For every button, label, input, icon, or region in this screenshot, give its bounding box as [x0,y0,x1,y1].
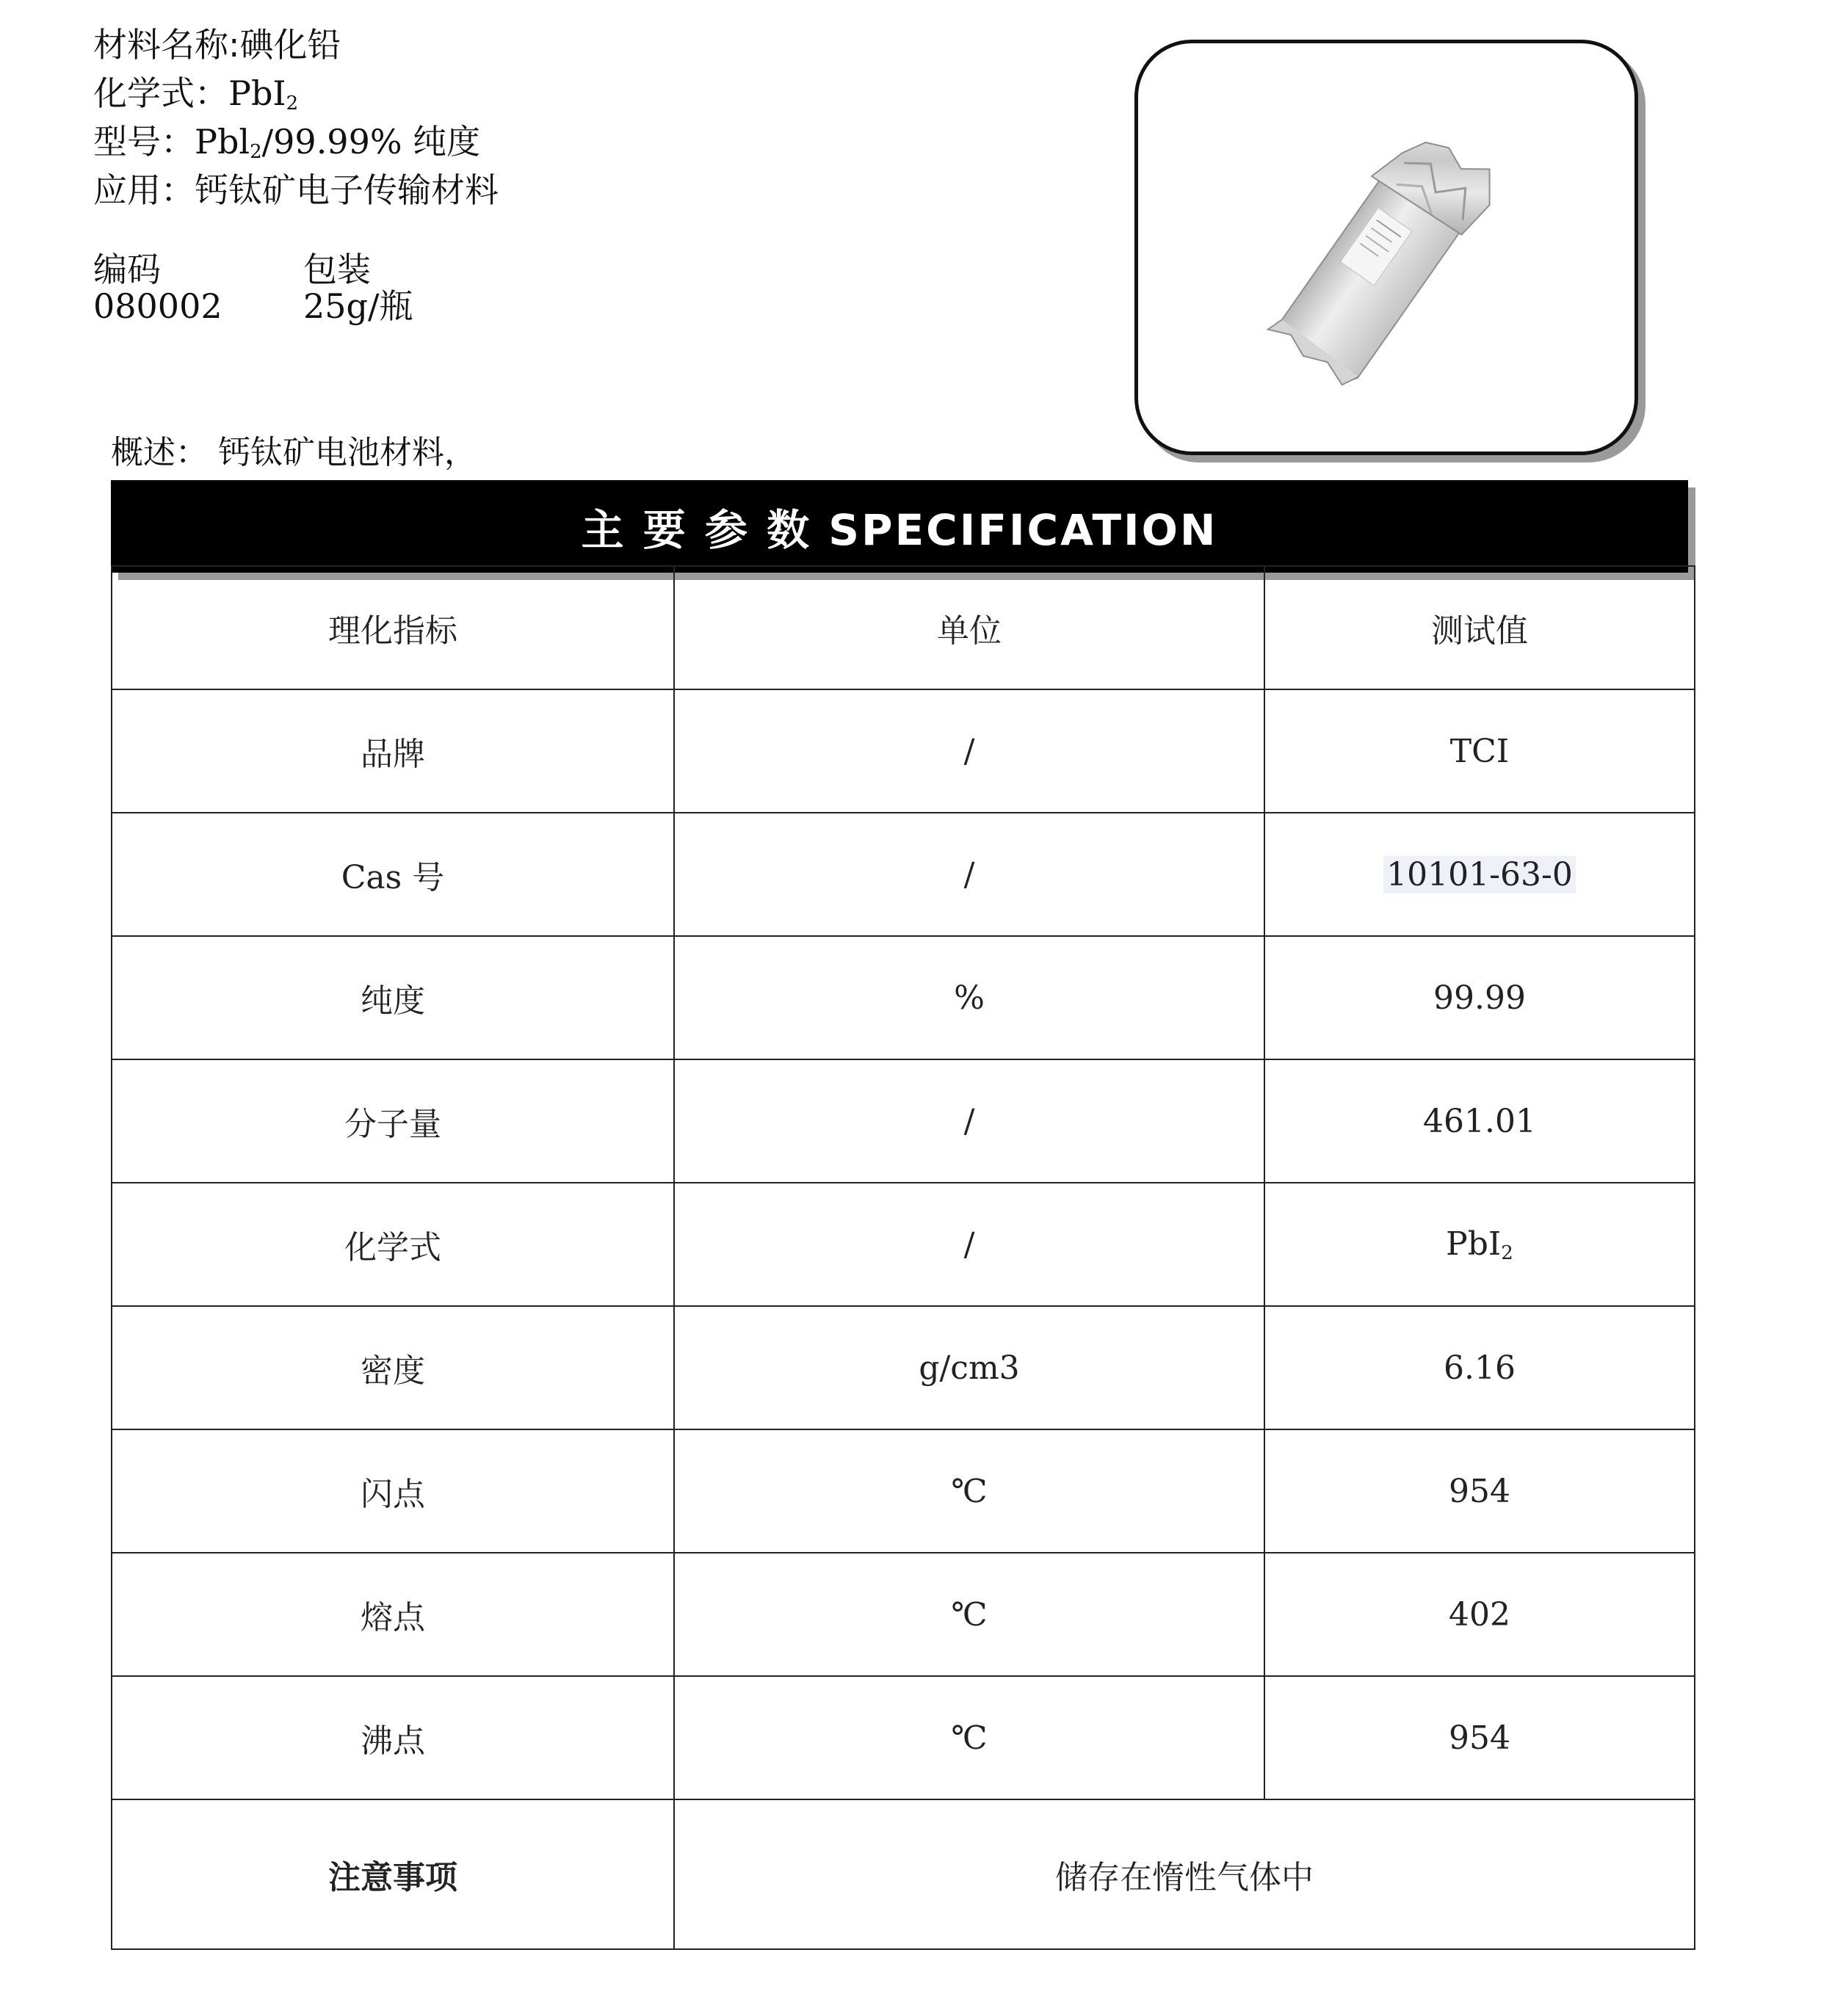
row-name: 纯度 [112,936,674,1059]
row-name: 熔点 [112,1553,674,1676]
table-row [112,813,1695,936]
row-unit: / [674,813,1264,936]
table-row [112,1183,1695,1306]
model-base: Pbl [195,122,250,162]
foil-pouch-image [1138,43,1634,452]
row-name: Cas 号 [112,813,674,936]
overview-line: 概述： 钙钛矿电池材料， [111,434,477,471]
model-rest: /99.99% 纯度 [261,122,481,162]
row-unit: / [674,689,1264,813]
table-row [112,1676,1695,1799]
package-label: 包装 [303,250,371,289]
code-value: 080002 [93,286,222,326]
row-value: 461.01 [1264,1059,1695,1183]
package-value: 25g/瓶 [303,286,413,326]
row-name: 闪点 [112,1429,674,1553]
spec-title: 主 要 参 数 SPECIFICATION [581,505,1218,555]
row-name: 分子量 [112,1059,674,1183]
model-subscript: 2 [250,141,262,163]
table-row [112,1306,1695,1429]
row-value: 402 [1264,1553,1695,1676]
row-unit: % [674,936,1264,1059]
row-unit: ℃ [674,1429,1264,1553]
row-value-cell [1264,813,1695,936]
material-name: 材料名称:碘化铅 [93,25,341,65]
formula-label: 化学式： [93,73,228,113]
spec-header-bar [111,480,1688,573]
table-row [112,1429,1695,1553]
row-name: 密度 [112,1306,674,1429]
row-value: 954 [1264,1676,1695,1799]
table-row [112,689,1695,813]
row-name: 品牌 [112,689,674,813]
row-value-base: PbI [1446,1225,1502,1263]
row-unit: g/cm3 [674,1306,1264,1429]
row-unit: / [674,1059,1264,1183]
column-header-value: 测试值 [1264,566,1695,689]
table-row [112,936,1695,1059]
notes-row [112,1799,1695,1949]
table-row [112,1059,1695,1183]
code-label: 编码 [93,250,161,289]
row-unit: / [674,1183,1264,1306]
application-line: 应用：钙钛矿电子传输材料 [93,170,499,210]
row-value: 6.16 [1264,1306,1695,1429]
notes-label: 注意事项 [112,1799,674,1949]
row-unit: ℃ [674,1676,1264,1799]
row-value: TCI [1264,689,1695,813]
row-value-subscript: 2 [1501,1241,1513,1264]
row-value: 954 [1264,1429,1695,1553]
notes-value: 储存在惰性气体中 [674,1799,1695,1949]
spec-table [111,565,1695,1950]
row-value-cell [1264,1183,1695,1306]
formula-base: PbI [228,73,286,113]
table-row [112,1553,1695,1676]
row-value: 99.99 [1264,936,1695,1059]
row-name: 沸点 [112,1676,674,1799]
row-value: 10101-63-0 [1383,856,1576,893]
row-name: 化学式 [112,1183,674,1306]
formula-subscript: 2 [286,93,299,115]
column-header-unit: 单位 [674,566,1264,689]
table-header-row [112,566,1695,689]
product-photo-frame [1134,40,1638,455]
column-header-property: 理化指标 [112,566,674,689]
row-unit: ℃ [674,1553,1264,1676]
model-label: 型号： [93,122,195,162]
